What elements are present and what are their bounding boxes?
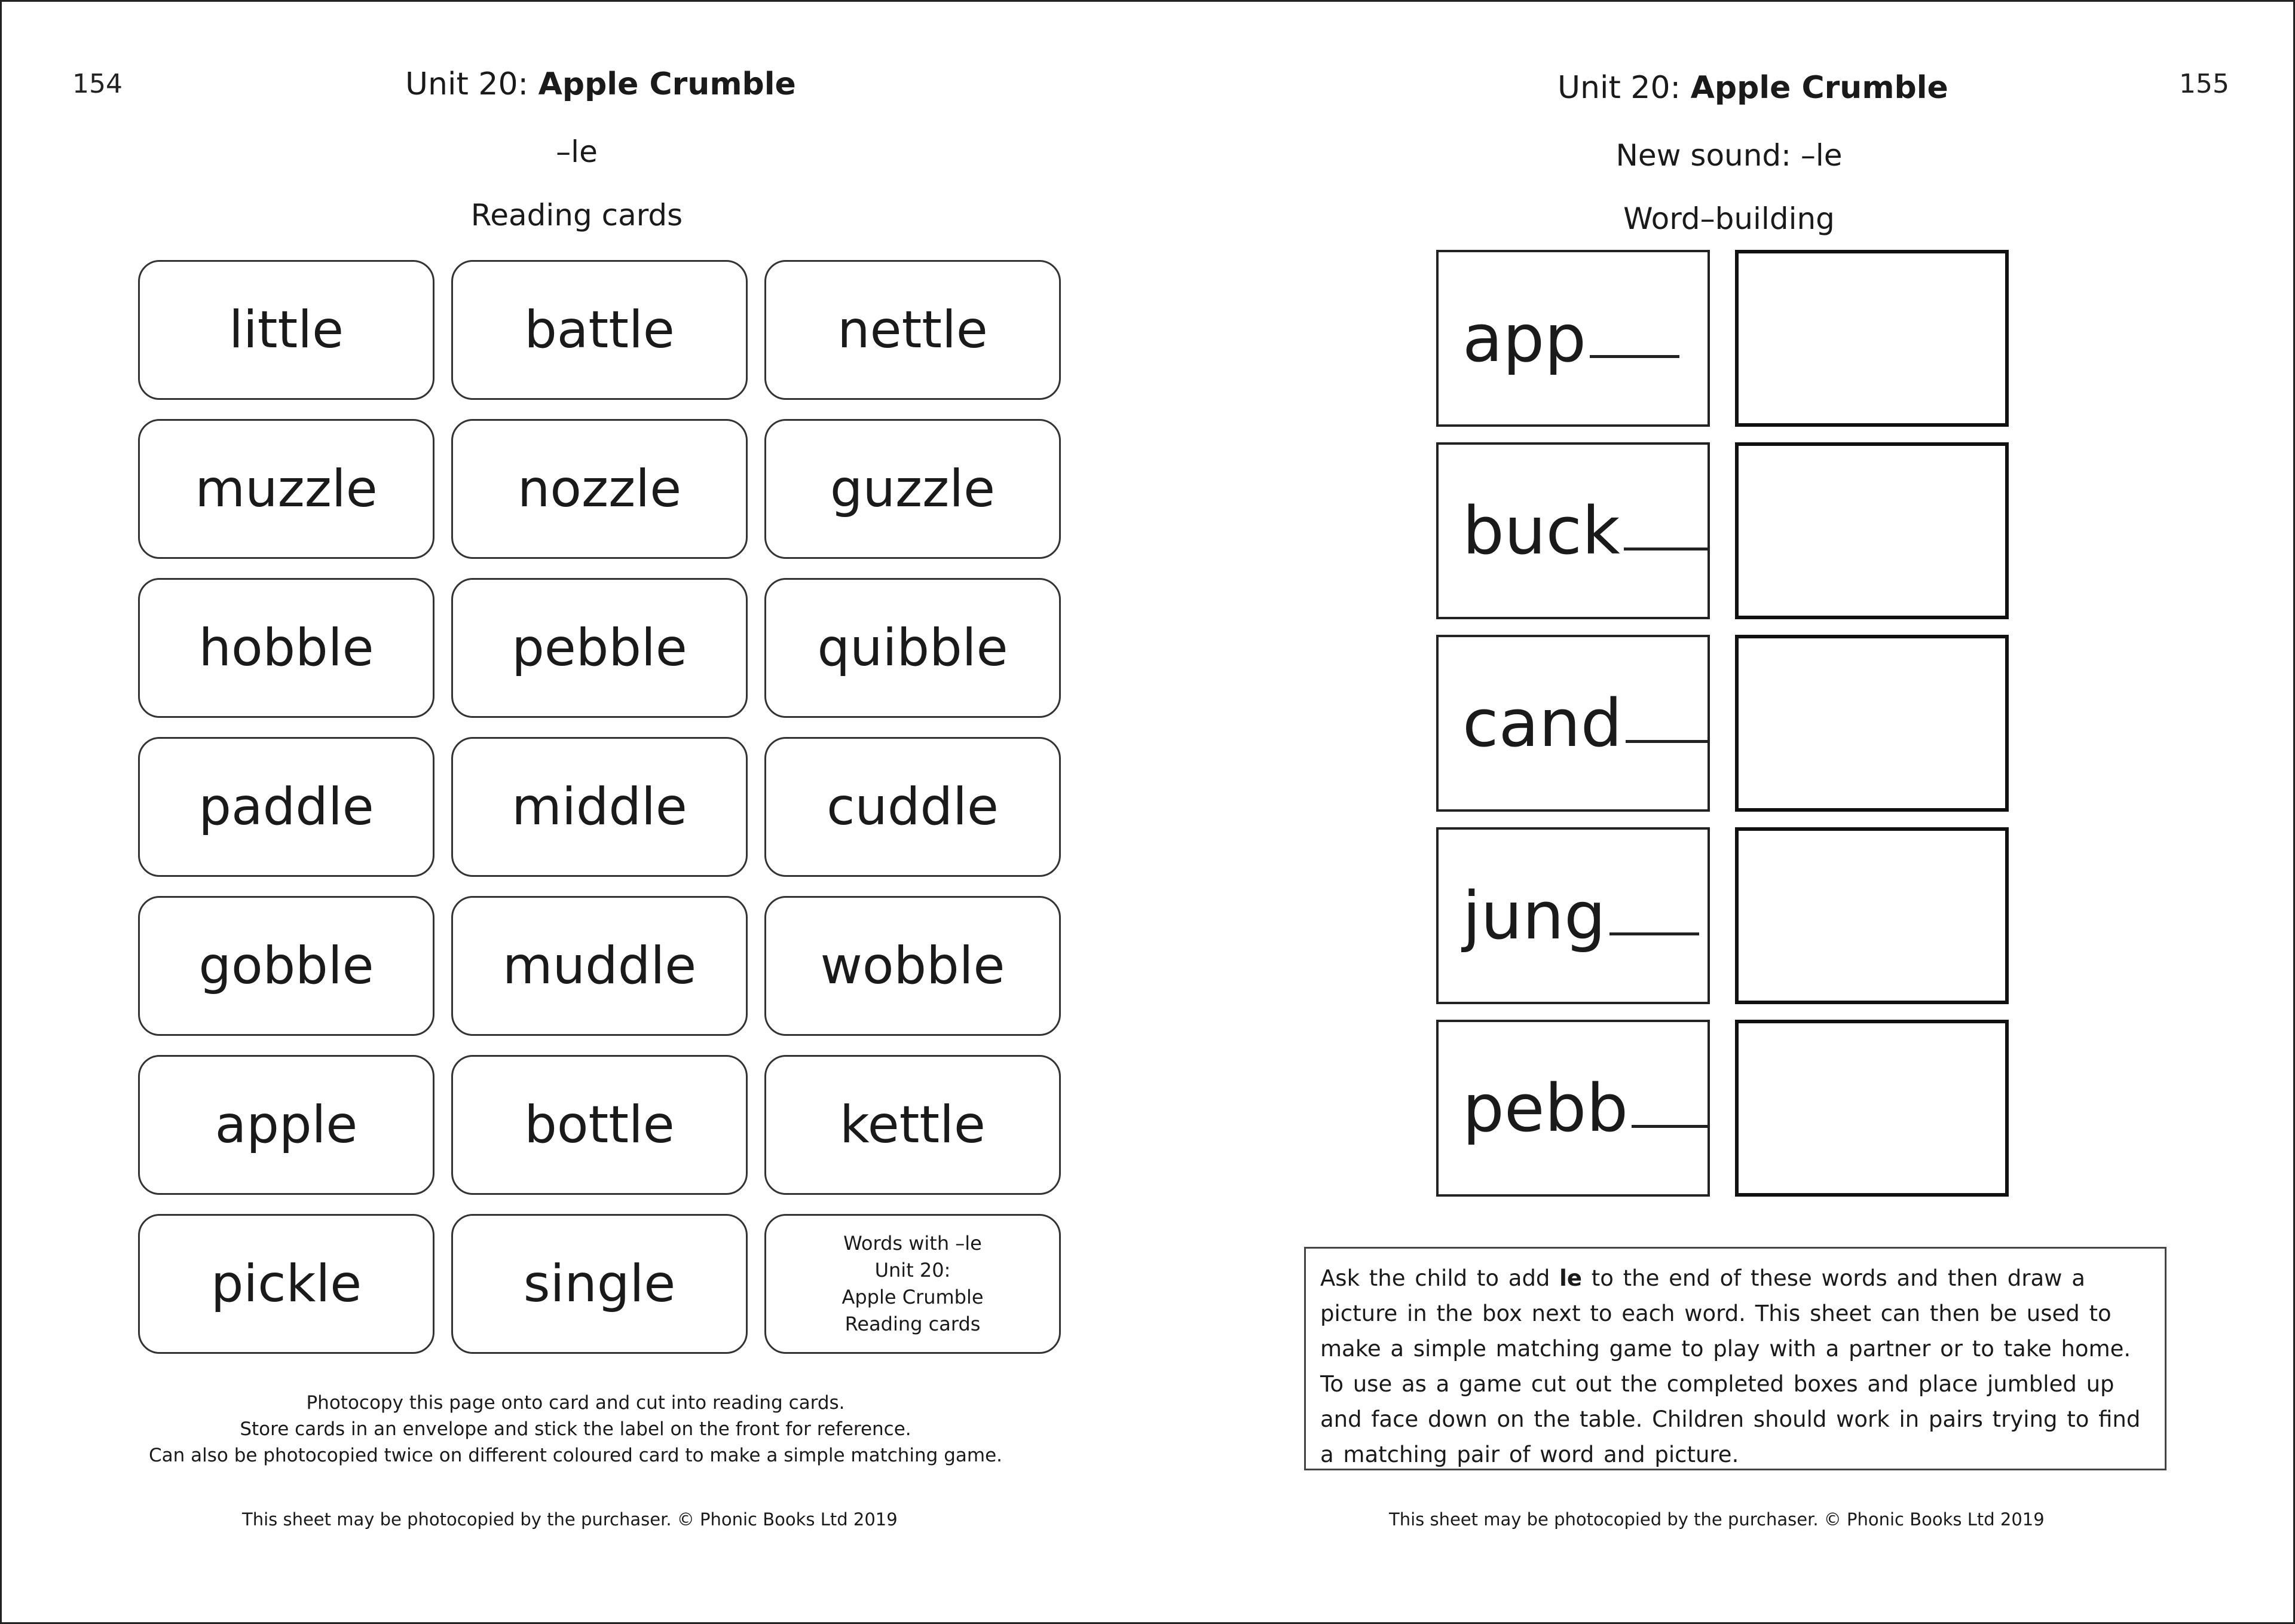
unit-title (405, 66, 796, 102)
word-stem: app (1462, 300, 1587, 377)
reading-card: nettle (764, 260, 1061, 400)
picture-box (1735, 250, 2009, 427)
reading-card: little (138, 260, 434, 400)
word-stem-box (1436, 250, 1710, 427)
sound-heading: –le (556, 134, 598, 169)
section-heading: Word–building (1623, 201, 1835, 236)
reading-card: paddle (138, 737, 434, 877)
picture-box (1735, 635, 2009, 812)
unit-name: Apple Crumble (538, 66, 796, 102)
picture-box (1735, 1020, 2009, 1197)
label-card-line: Unit 20: (874, 1259, 951, 1282)
right-page (1148, 2, 2293, 1622)
word-stem: cand (1462, 685, 1623, 761)
blank-line (1632, 1089, 1708, 1128)
reading-card: muddle (451, 896, 748, 1036)
sound-heading: New sound: –le (1615, 138, 1843, 173)
reading-card: pickle (138, 1214, 434, 1354)
label-card-line: Words with –le (843, 1232, 982, 1255)
blank-line (1609, 897, 1699, 935)
reading-card: guzzle (764, 419, 1061, 559)
section-heading: Reading cards (470, 198, 683, 233)
reading-card: muzzle (138, 419, 434, 559)
reading-card: single (451, 1214, 748, 1354)
picture-box (1735, 827, 2009, 1004)
copyright: This sheet may be photocopied by the purchaser. © Phonic Books Ltd 2019 (1389, 1509, 2045, 1530)
instructions-bold: le (1559, 1265, 1582, 1291)
word-stem: buck (1462, 493, 1620, 569)
copyright: This sheet may be photocopied by the purchaser. © Phonic Books Ltd 2019 (242, 1509, 898, 1530)
reading-card: bottle (451, 1055, 748, 1195)
reading-cards-grid (138, 260, 1061, 1354)
instructions-start: Ask the child to add (1320, 1265, 1560, 1291)
footnote-line: Store cards in an envelope and stick the label on the front for reference. (240, 1418, 911, 1440)
unit-title (1557, 70, 1948, 106)
word-stem-box (1436, 827, 1710, 1004)
label-card-line: Reading cards (844, 1313, 981, 1335)
reading-card: wobble (764, 896, 1061, 1036)
unit-name: Apple Crumble (1690, 70, 1948, 106)
picture-box (1735, 442, 2009, 619)
instructions-end: to the end of these words and then draw a picture in the box next to each word. This sheet can then be used to make a simple matching game to play with a partner or to take home. To use as a game cut out the completed boxes and place jumbled up and face down on the table. Children should work in pairs trying to find a matching pair of word and picture. (1320, 1265, 2141, 1467)
unit-prefix: Unit 20: (405, 66, 529, 102)
reading-card: nozzle (451, 419, 748, 559)
label-card-line: Apple Crumble (842, 1286, 984, 1308)
word-stem-box (1436, 635, 1710, 812)
blank-line (1626, 704, 1708, 743)
reading-card: hobble (138, 578, 434, 718)
reading-card: apple (138, 1055, 434, 1195)
left-page (2, 2, 1148, 1622)
page-number: 154 (72, 69, 123, 99)
word-stem: jung (1462, 877, 1606, 954)
blank-line (1624, 512, 1708, 550)
footnote (149, 1390, 1002, 1469)
label-card (764, 1214, 1061, 1354)
reading-card: middle (451, 737, 748, 877)
reading-card: gobble (138, 896, 434, 1036)
word-stem-box (1436, 1020, 1710, 1197)
instructions-box (1304, 1247, 2167, 1470)
unit-prefix: Unit 20: (1557, 70, 1681, 106)
reading-card: pebble (451, 578, 748, 718)
footnote-line: Photocopy this page onto card and cut into reading cards. (306, 1392, 845, 1414)
footnote-line: Can also be photocopied twice on different coloured card to make a simple matching game. (149, 1445, 1002, 1466)
reading-card: kettle (764, 1055, 1061, 1195)
blank-line (1590, 319, 1679, 358)
word-stem-box (1436, 442, 1710, 619)
reading-card: cuddle (764, 737, 1061, 877)
page-number: 155 (2179, 69, 2229, 99)
reading-card: quibble (764, 578, 1061, 718)
word-stem: pebb (1462, 1070, 1629, 1146)
reading-card: battle (451, 260, 748, 400)
